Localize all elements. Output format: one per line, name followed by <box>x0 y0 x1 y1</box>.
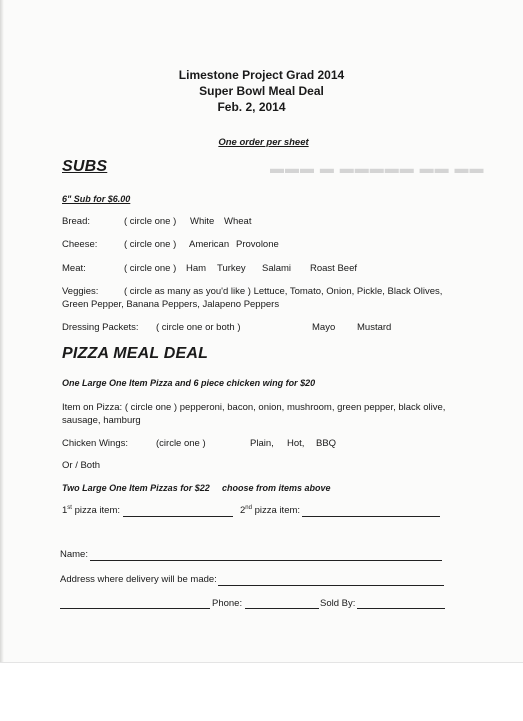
pizza-deal-one: One Large One Item Pizza and 6 piece chicken wing for $20 <box>62 378 316 388</box>
name-field[interactable] <box>90 560 442 561</box>
order-note: One order per sheet <box>218 137 309 148</box>
meat-option-salami[interactable]: Salami <box>262 263 292 274</box>
wings-label: Chicken Wings: <box>62 438 128 449</box>
wings-option-bbq[interactable]: BBQ <box>316 438 337 449</box>
address-continuation-field[interactable] <box>60 608 210 609</box>
bread-instruction: ( circle one ) <box>124 216 177 227</box>
first-pizza-item-field[interactable] <box>123 516 233 517</box>
header-subtitle: Super Bowl Meal Deal <box>199 84 324 98</box>
dressing-label: Dressing Packets: <box>62 322 139 333</box>
meat-option-turkey[interactable]: Turkey <box>217 263 246 274</box>
sold-by-field[interactable] <box>357 608 445 609</box>
bread-option-white[interactable]: White <box>190 216 215 227</box>
wings-option-plain[interactable]: Plain, <box>250 438 274 449</box>
cheese-label: Cheese: <box>62 239 98 250</box>
veggies-options-line2[interactable]: Green Pepper, Banana Peppers, Jalapeno Peppers <box>62 299 280 310</box>
sold-by-label: Sold By: <box>320 598 356 609</box>
veggies-options-line1[interactable]: ( circle as many as you'd like ) Lettuce, Tomato, Onion, Pickle, Black Olives, <box>124 286 443 297</box>
wings-instruction: (circle one ) <box>156 438 206 449</box>
cheese-option-american[interactable]: American <box>189 239 230 250</box>
pizza-deal-two: Two Large One Item Pizzas for $22 <box>62 483 210 493</box>
subs-heading: SUBS <box>62 158 108 175</box>
pizza-heading: PIZZA MEAL DEAL <box>62 345 209 362</box>
meat-option-roast-beef[interactable]: Roast Beef <box>310 263 357 274</box>
phone-field[interactable] <box>245 608 319 609</box>
second-pizza-item-field[interactable] <box>302 516 440 517</box>
subs-price-line: 6" Sub for $6.00 <box>62 194 131 204</box>
bread-option-wheat[interactable]: Wheat <box>224 216 252 227</box>
header-date: Feb. 2, 2014 <box>217 100 286 114</box>
dressing-option-mustard[interactable]: Mustard <box>357 322 392 333</box>
phone-label: Phone: <box>212 598 243 609</box>
dressing-instruction: ( circle one or both ) <box>156 322 241 333</box>
meat-label: Meat: <box>62 263 86 274</box>
cheese-option-provolone[interactable]: Provolone <box>236 239 279 250</box>
header-title: Limestone Project Grad 2014 <box>178 68 345 82</box>
scan-bottom-margin <box>0 662 523 721</box>
veggies-label: Veggies: <box>62 286 99 297</box>
first-pizza-item-label: 1st pizza item: <box>62 505 121 517</box>
name-label: Name: <box>60 549 88 560</box>
bread-label: Bread: <box>62 216 90 227</box>
dressing-option-mayo[interactable]: Mayo <box>312 322 336 333</box>
or-both-option[interactable]: Or / Both <box>62 460 101 471</box>
pizza-deal-two-note: choose from items above <box>222 483 331 493</box>
bleed-through-artifact: ▬▬▬ ▬ ▬▬▬▬▬ ▬▬ ▬▬ <box>270 160 485 176</box>
meat-option-ham[interactable]: Ham <box>186 263 207 274</box>
address-field[interactable] <box>218 585 444 586</box>
pizza-items-line1[interactable]: Item on Pizza: ( circle one ) pepperoni, bacon, onion, mushroom, green pepper, black olive, <box>62 402 446 413</box>
address-label: Address where delivery will be made: <box>60 574 217 585</box>
cheese-instruction: ( circle one ) <box>124 239 177 250</box>
pizza-items-line2[interactable]: sausage, hamburg <box>62 415 141 426</box>
wings-option-hot[interactable]: Hot, <box>287 438 305 449</box>
meat-instruction: ( circle one ) <box>124 263 177 274</box>
second-pizza-item-label: 2nd pizza item: <box>240 505 301 517</box>
